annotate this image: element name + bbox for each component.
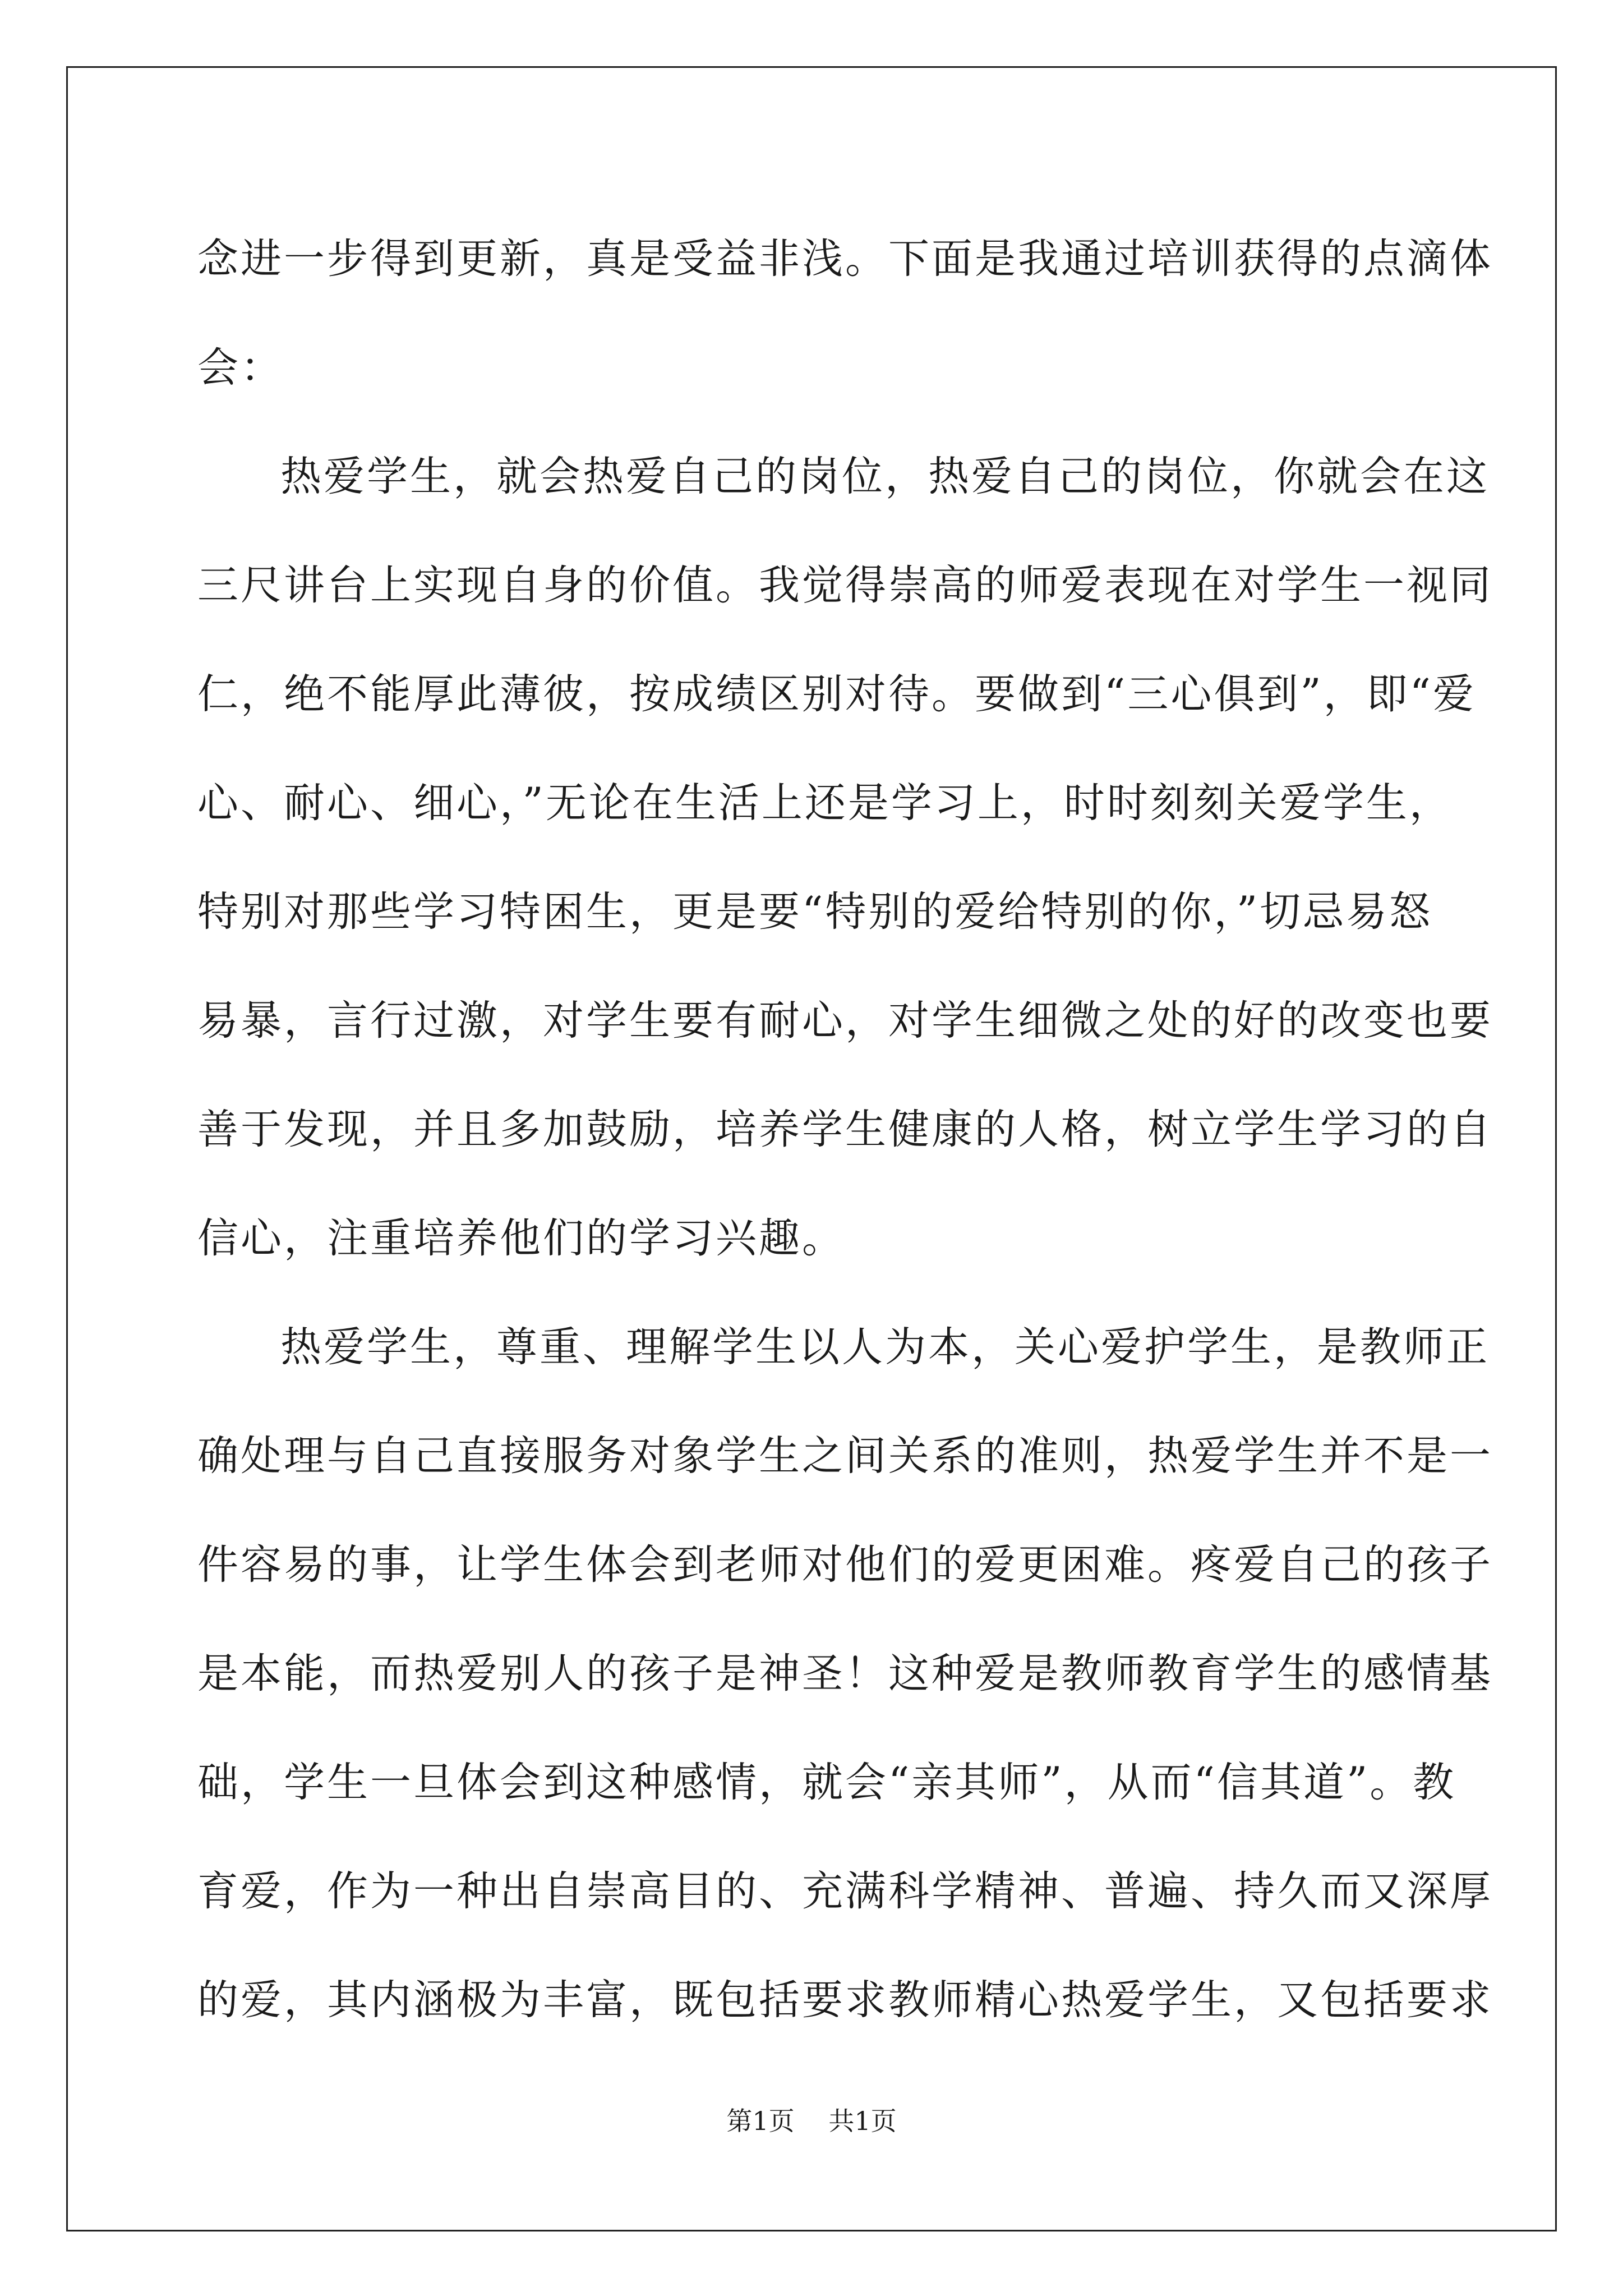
text-line: 三尺讲台上实现自身的价值。我觉得崇高的师爱表现在对学生一视同: [197, 562, 1493, 609]
text-line: 是本能，而热爱别人的孩子是神圣！这种爱是教师教育学生的感情基: [197, 1650, 1493, 1697]
text-line: 信心，注重培养他们的学习兴趣。: [197, 1214, 845, 1262]
text-line: 础，学生一旦体会到这种感情，就会“亲其师”，从而“信其道”。教: [197, 1759, 1456, 1806]
text-line: 的爱，其内涵极为丰富，既包括要求教师精心热爱学生，又包括要求: [197, 1976, 1493, 2024]
text-line: 易暴，言行过激，对学生要有耐心，对学生细微之处的好的改变也要: [197, 997, 1493, 1045]
document-body: [197, 205, 1493, 2055]
text-line: 特别对那些学习特困生，更是要“特别的爱给特别的你，”切忌易怒: [197, 888, 1433, 936]
text-line: 确处理与自己直接服务对象学生之间关系的准则，热爱学生并不是一: [197, 1432, 1493, 1480]
page-total: 共1页: [828, 2106, 897, 2136]
text-line: 育爱，作为一种出自崇高目的、充满科学精神、普遍、持久而又深厚: [197, 1867, 1493, 1915]
text-line: 件容易的事，让学生体会到老师对他们的爱更困难。疼爱自己的孩子: [197, 1541, 1493, 1589]
text-line: 仁，绝不能厚此薄彼，按成绩区别对待。要做到“三心俱到”，即“爱: [197, 670, 1476, 718]
text-line: 念进一步得到更新，真是受益非浅。下面是我通过培训获得的点滴体: [197, 235, 1493, 283]
text-line: 心、耐心、细心，”无论在生活上还是学习上，时时刻刻关爱学生，: [197, 779, 1453, 827]
text-line: 善于发现，并且多加鼓励，培养学生健康的人格，树立学生学习的自: [197, 1106, 1493, 1153]
page-number: 第1页: [726, 2106, 795, 2136]
paragraph-start-line: 热爱学生，就会热爱自己的岗位，热爱自己的岗位，你就会在这: [280, 453, 1490, 500]
text-line: 会：: [197, 344, 284, 392]
paragraph-start-line: 热爱学生，尊重、理解学生以人为本，关心爱护学生，是教师正: [280, 1323, 1490, 1371]
page-footer: [0, 2101, 1623, 2138]
